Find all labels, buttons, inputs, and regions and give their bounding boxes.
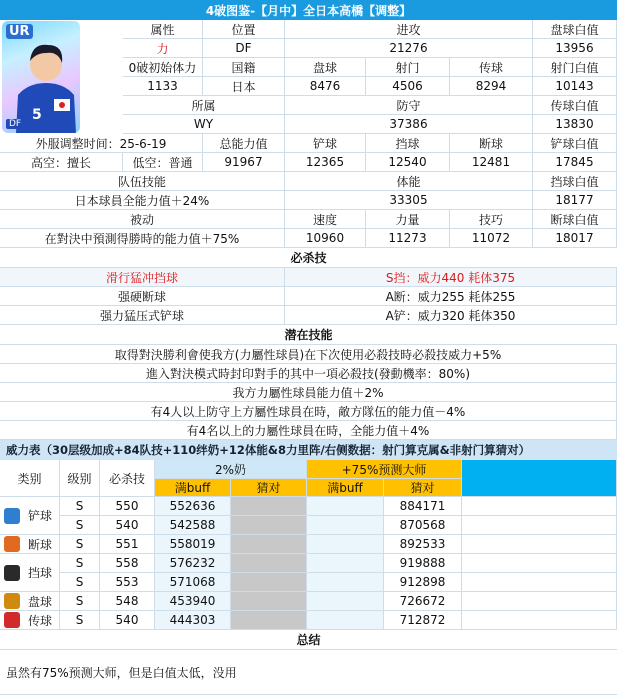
special-skill-name-2: 强硬断球 (0, 287, 285, 306)
category-label: 断球 (28, 537, 53, 552)
power-cell-level: S (60, 497, 100, 516)
power-cell-power: 548 (100, 592, 155, 611)
intercept-white-label: 断球白值 (533, 210, 617, 229)
power-cell-buff1: 552636 (155, 497, 231, 516)
latent-skill-5: 有4名以上的力屬性球員在時，全能力值＋4% (0, 421, 617, 440)
latent-skill-header: 潜在技能 (0, 325, 617, 345)
special-skill-desc-1: S挡：威力440 耗体375 (285, 268, 617, 287)
attr-label: 属性 (123, 20, 203, 39)
col-full-buff-1: 满buff (155, 479, 231, 497)
attack-label: 进攻 (285, 20, 533, 39)
power-cell-level: S (60, 611, 100, 630)
group-predict-master: +75%预测大师 (307, 460, 462, 479)
power-cell-level: S (60, 516, 100, 535)
stamina-stat-label: 体能 (285, 172, 533, 191)
block-value: 12540 (366, 153, 450, 172)
power-cell-buff2 (307, 497, 384, 516)
category-label: 铲球 (28, 509, 53, 523)
team-label: 所属 (123, 96, 285, 115)
power-cell-buff1: 571068 (155, 573, 231, 592)
ur-badge: UR (6, 24, 33, 39)
block-white-value: 18177 (533, 191, 617, 210)
power-cell-buff1: 542588 (155, 516, 231, 535)
shoot-white-label: 射门白值 (533, 58, 617, 77)
power-cell-empty (462, 535, 617, 554)
power-cell-power: 550 (100, 497, 155, 516)
defense-label: 防守 (285, 96, 533, 115)
total-label: 总能力值 (203, 134, 285, 153)
power-cell-guess2: 919888 (384, 554, 462, 573)
dribble-icon (4, 593, 20, 609)
col-skill-power: 必杀技 (100, 460, 155, 497)
pos-label: 位置 (203, 20, 285, 39)
low-ball: 低空：普通 (123, 153, 203, 172)
tackle-white-value: 17845 (533, 153, 617, 172)
power-cell-guess2: 712872 (384, 611, 462, 630)
category-label: 挡球 (28, 566, 53, 580)
shoot-value: 4506 (366, 77, 450, 96)
intercept-white-value: 18017 (533, 229, 617, 248)
power-cell-empty (462, 516, 617, 535)
latent-skill-4: 有4人以上防守上方屬性球員在時，敵方隊伍的能力值－4% (0, 402, 617, 421)
shoot-label: 射门 (366, 58, 450, 77)
tackle-white-label: 铲球白值 (533, 134, 617, 153)
passive-desc: 在對決中預測得勝時的能力值＋75% (0, 229, 285, 248)
player-portrait (2, 21, 80, 133)
power-cell-guess2: 870568 (384, 516, 462, 535)
power-cell-guess1 (231, 554, 307, 573)
special-skill-header: 必杀技 (0, 248, 617, 268)
position-tag: DF (6, 119, 24, 129)
power-cell-empty (462, 592, 617, 611)
power-cell-buff1: 453940 (155, 592, 231, 611)
category-label: 盘球 (28, 594, 53, 609)
nation-value: 日本 (203, 77, 285, 96)
summary-text: 虽然有75%预测大师，但是白值太低，没用 (0, 650, 617, 695)
category-cell (0, 535, 60, 554)
power-cell-guess2: 726672 (384, 592, 462, 611)
latent-skill-2: 進入對決模式時封印對手的其中一項必殺技(發動機率：80%) (0, 364, 617, 383)
power-cell-guess1 (231, 497, 307, 516)
special-skill-name-1: 滑行猛冲挡球 (0, 268, 285, 287)
stamina-value: 1133 (123, 77, 203, 96)
power-cell-guess1 (231, 516, 307, 535)
col-guess-2: 猜对 (384, 479, 462, 497)
special-skill-name-3: 强力猛压式铲球 (0, 306, 285, 325)
pos-value: DF (203, 39, 285, 58)
nation-label: 国籍 (203, 58, 285, 77)
special-skill-desc-2: A断：威力255 耗体255 (285, 287, 617, 306)
latent-skill-1: 取得對決勝利會使我方(力屬性球員)在下次使用必殺技時必殺技威力+5% (0, 345, 617, 364)
total-value: 91967 (203, 153, 285, 172)
power-cell-guess1 (231, 535, 307, 554)
speed-value: 10960 (285, 229, 366, 248)
power-cell-buff2 (307, 554, 384, 573)
power-cell-guess2: 892533 (384, 535, 462, 554)
power-cell-buff2 (307, 573, 384, 592)
power-cell-buff1: 444303 (155, 611, 231, 630)
power-cell-guess1 (231, 573, 307, 592)
dribble-value: 8476 (285, 77, 366, 96)
technique-label: 技巧 (450, 210, 533, 229)
dribble-white-label: 盘球白值 (533, 20, 617, 39)
category-cell (0, 592, 60, 611)
high-ball: 高空：擅长 (0, 153, 123, 172)
shoot-white-value: 10143 (533, 77, 617, 96)
power-cell-buff2 (307, 592, 384, 611)
adjust-time: 外服调整时间：25-6-19 (0, 134, 203, 153)
speed-label: 速度 (285, 210, 366, 229)
power-cell-power: 540 (100, 611, 155, 630)
svg-text:5: 5 (32, 107, 42, 123)
stamina-stat-value: 33305 (285, 191, 533, 210)
pass-white-value: 13830 (533, 115, 617, 134)
intercept-icon (4, 536, 20, 552)
power-cell-power: 540 (100, 516, 155, 535)
power-cell-buff1: 576232 (155, 554, 231, 573)
power-cell-guess1 (231, 592, 307, 611)
pass-value: 8294 (450, 77, 533, 96)
power-cell-guess2: 912898 (384, 573, 462, 592)
tackle-label: 铲球 (285, 134, 366, 153)
passive-label: 被动 (0, 210, 285, 229)
power-cell-level: S (60, 592, 100, 611)
category-cell (0, 611, 60, 630)
pass-icon (4, 612, 20, 628)
attr-value: 力 (123, 39, 203, 58)
power-table-title: 威力表（30层级加成+84队技+110绊奶+12体能&8力里阵/右侧数据：射门算克属&非射门算猜对） (0, 440, 617, 460)
power-value: 11273 (366, 229, 450, 248)
pass-white-label: 传球白值 (533, 96, 617, 115)
power-cell-empty (462, 497, 617, 516)
dribble-white-value: 13956 (533, 39, 617, 58)
technique-value: 11072 (450, 229, 533, 248)
summary-header: 总结 (0, 630, 617, 650)
card-image (2, 21, 80, 133)
power-cell-guess1 (231, 611, 307, 630)
defense-value: 37386 (285, 115, 533, 134)
power-cell-power: 558 (100, 554, 155, 573)
power-cell-level: S (60, 573, 100, 592)
team-skill-label: 队伍技能 (0, 172, 285, 191)
power-label: 力量 (366, 210, 450, 229)
tackle-value: 12365 (285, 153, 366, 172)
block-label: 挡球 (366, 134, 450, 153)
col-full-buff-2: 满buff (307, 479, 384, 497)
block-white-label: 挡球白值 (533, 172, 617, 191)
team-skill-desc: 日本球員全能力值＋24% (0, 191, 285, 210)
dribble-label: 盘球 (285, 58, 366, 77)
col-level: 级别 (60, 460, 100, 497)
power-cell-buff1: 558019 (155, 535, 231, 554)
power-cell-power: 553 (100, 573, 155, 592)
col-guess-1: 猜对 (231, 479, 307, 497)
team-value: WY (123, 115, 285, 134)
attack-value: 21276 (285, 39, 533, 58)
power-cell-empty (462, 554, 617, 573)
category-label: 传球 (28, 613, 53, 628)
tackle-icon (4, 508, 20, 524)
power-cell-empty (462, 611, 617, 630)
power-cell-buff2 (307, 611, 384, 630)
intercept-value: 12481 (450, 153, 533, 172)
intercept-label: 断球 (450, 134, 533, 153)
latent-skill-3: 我方力屬性球員能力值＋2% (0, 383, 617, 402)
special-skill-desc-3: A铲：威力320 耗体350 (285, 306, 617, 325)
power-cell-power: 551 (100, 535, 155, 554)
power-cell-buff2 (307, 535, 384, 554)
power-cell-empty (462, 573, 617, 592)
group-milk: 2%奶 (155, 460, 307, 479)
pass-label: 传球 (450, 58, 533, 77)
col-category: 类别 (0, 460, 60, 497)
power-cell-buff2 (307, 516, 384, 535)
power-cell-guess2: 884171 (384, 497, 462, 516)
category-cell (0, 497, 60, 535)
power-cell-level: S (60, 535, 100, 554)
group-empty (462, 460, 617, 497)
category-cell (0, 554, 60, 592)
block-icon (4, 565, 20, 581)
page-title: 4破图鉴-【月中】全日本高橋【调整】 (0, 0, 617, 20)
power-cell-level: S (60, 554, 100, 573)
stamina-label: 0破初始体力 (123, 58, 203, 77)
